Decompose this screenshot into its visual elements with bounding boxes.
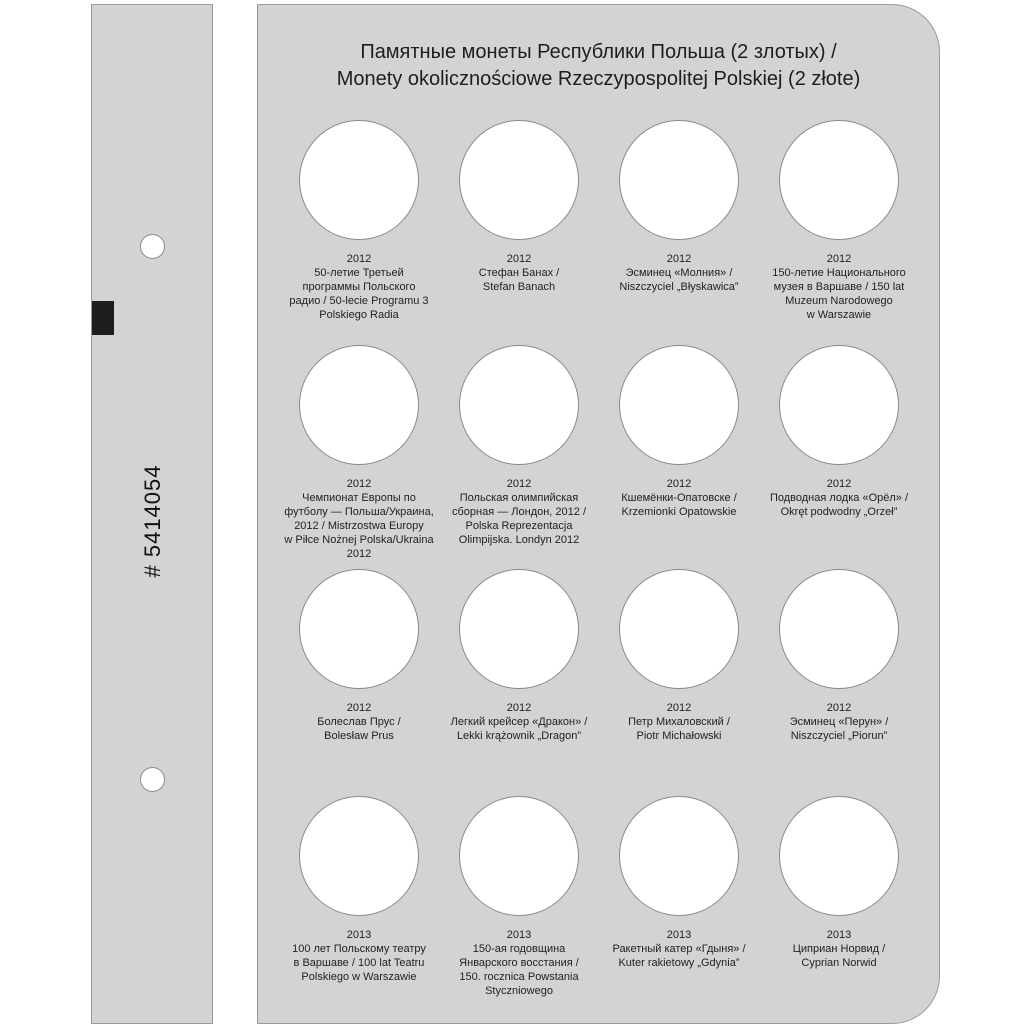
coin-caption-line: w Piłce Nożnej Polska/Ukraina	[284, 534, 434, 546]
coin-caption	[759, 701, 919, 743]
coin-year: 2012	[826, 253, 852, 265]
coin-caption-line: Niszczyciel „Piorun”	[790, 730, 888, 742]
coin-slot	[759, 120, 919, 322]
coin-caption-line: Polska Reprezentacja	[465, 520, 573, 532]
coin-year: 2012	[346, 253, 372, 265]
coin-cutout[interactable]	[779, 796, 899, 916]
coin-slot	[279, 345, 439, 561]
coin-caption	[759, 252, 919, 322]
coin-cutout[interactable]	[779, 345, 899, 465]
coin-slot	[279, 796, 439, 984]
punch-hole-bottom	[140, 767, 165, 792]
coin-year: 2013	[666, 929, 692, 941]
coin-year: 2012	[346, 478, 372, 490]
coin-cutout[interactable]	[459, 345, 579, 465]
coin-caption-line: в Варшаве / 100 lat Teatru	[293, 957, 425, 969]
coin-caption-line: 50-летие Третьей	[314, 267, 404, 279]
coin-slot	[599, 569, 759, 743]
title-polish: Monety okolicznościowe Rzeczypospolitej Polskiej (2 złote)	[336, 68, 861, 90]
coin-caption-line: 100 лет Польскому театру	[292, 943, 426, 955]
coin-slot	[439, 120, 599, 294]
coin-caption-line: 2012 / Mistrzostwa Europy	[294, 520, 424, 532]
coin-caption-line: Kuter rakietowy „Gdynia”	[618, 957, 740, 969]
coin-caption-line: 2012	[346, 548, 372, 560]
coin-caption-line: Styczniowego	[485, 985, 553, 997]
coin-caption-line: 150-летие Национального	[772, 267, 906, 279]
coin-caption	[439, 701, 599, 743]
coin-caption-line: Polskiego w Warszawie	[301, 971, 417, 983]
coin-caption-line: Стефан Банах /	[478, 267, 560, 279]
coin-caption-line: Lekki krążownik „Dragon”	[456, 730, 582, 742]
coin-caption-line: Cyprian Norwid	[801, 957, 877, 969]
coin-caption	[279, 928, 439, 984]
coin-caption-line: Polskiego Radia	[319, 309, 399, 321]
coin-year: 2012	[506, 253, 532, 265]
coin-caption	[759, 477, 919, 519]
coin-cutout[interactable]	[459, 569, 579, 689]
coin-year: 2013	[346, 929, 372, 941]
coin-year: 2013	[826, 929, 852, 941]
coin-slot	[599, 345, 759, 519]
coin-caption	[759, 928, 919, 970]
coin-caption-line: 150. rocznica Powstania	[459, 971, 579, 983]
coin-year: 2012	[826, 702, 852, 714]
coin-cutout[interactable]	[619, 796, 739, 916]
coin-caption-line: Okręt podwodny „Orzeł”	[780, 506, 898, 518]
coin-caption	[439, 928, 599, 998]
coin-caption-line: музея в Варшаве / 150 lat	[773, 281, 905, 293]
coin-year: 2012	[506, 702, 532, 714]
coin-caption-line: Подводная лодка «Орёл» /	[769, 492, 909, 504]
coin-caption-line: Болеслав Прус /	[317, 716, 401, 728]
coin-year: 2012	[666, 478, 692, 490]
coin-caption-line: Петр Михаловский /	[628, 716, 730, 728]
coin-caption	[279, 477, 439, 561]
coin-caption-line: программы Польского	[302, 281, 416, 293]
coin-caption-line: Эсминец «Перун» /	[789, 716, 889, 728]
article-number: # 5414054	[140, 464, 165, 578]
coin-year: 2012	[346, 702, 372, 714]
coin-caption-line: Krzemionki Opatowskie	[621, 506, 737, 518]
page-title	[258, 39, 939, 93]
coin-caption	[279, 252, 439, 322]
coin-slot	[759, 569, 919, 743]
coin-slot	[599, 120, 759, 294]
coin-slot	[439, 796, 599, 998]
coin-caption	[439, 477, 599, 547]
coin-cutout[interactable]	[619, 569, 739, 689]
coin-album-sheet	[257, 4, 940, 1024]
coin-caption	[439, 252, 599, 294]
coin-caption-line: Кшемёнки-Опатовске /	[621, 492, 737, 504]
coin-cutout[interactable]	[619, 120, 739, 240]
title-russian: Памятные монеты Республики Польша (2 злотых) /	[360, 41, 837, 63]
coin-cutout[interactable]	[459, 120, 579, 240]
coin-caption-line: Эсминец «Молния» /	[625, 267, 733, 279]
coin-caption-line: w Warszawie	[806, 309, 872, 321]
punch-hole-top	[140, 234, 165, 259]
coin-slot	[759, 345, 919, 519]
coin-cutout[interactable]	[299, 120, 419, 240]
binder-strip	[91, 4, 213, 1024]
coin-caption-line: Muzeum Narodowego	[785, 295, 893, 307]
coin-caption-line: Легкий крейсер «Дракон» /	[450, 716, 588, 728]
coin-slot	[759, 796, 919, 970]
coin-caption-line: радио / 50-lecie Programu 3	[289, 295, 429, 307]
coin-caption-line: 150-ая годовщина	[472, 943, 566, 955]
coin-cutout[interactable]	[299, 569, 419, 689]
coin-year: 2012	[666, 702, 692, 714]
coin-caption-line: Piotr Michałowski	[636, 730, 722, 742]
coin-caption-line: Olimpijska. Londyn 2012	[458, 534, 580, 546]
coin-caption-line: Польская олимпийская	[459, 492, 579, 504]
coin-caption	[279, 701, 439, 743]
coin-cutout[interactable]	[299, 796, 419, 916]
coin-caption	[599, 928, 759, 970]
coin-slot	[599, 796, 759, 970]
coin-cutout[interactable]	[619, 345, 739, 465]
coin-caption-line: Bolesław Prus	[324, 730, 394, 742]
coin-year: 2012	[506, 478, 532, 490]
coin-caption-line: Чемпионат Европы по	[302, 492, 416, 504]
coin-caption-line: Niszczyciel „Błyskawica”	[619, 281, 739, 293]
coin-slot	[439, 569, 599, 743]
coin-caption	[599, 477, 759, 519]
coin-year: 2012	[666, 253, 692, 265]
coin-year: 2013	[506, 929, 532, 941]
coin-cutout[interactable]	[779, 120, 899, 240]
coin-caption-line: сборная — Лондон, 2012 /	[451, 506, 586, 518]
coin-cutout[interactable]	[459, 796, 579, 916]
index-tab	[92, 301, 114, 335]
coin-slot	[279, 569, 439, 743]
coin-caption-line: футболу — Польша/Украина,	[284, 506, 434, 518]
coin-slot	[439, 345, 599, 547]
coin-caption-line: Ракетный катер «Гдыня» /	[612, 943, 746, 955]
coin-caption-line: Циприан Норвид /	[792, 943, 886, 955]
coin-cutout[interactable]	[779, 569, 899, 689]
coin-slot	[279, 120, 439, 322]
coin-caption-line: Stefan Banach	[482, 281, 556, 293]
coin-year: 2012	[826, 478, 852, 490]
coin-caption	[599, 252, 759, 294]
coin-caption-line: Январского восстания /	[459, 957, 579, 969]
coin-caption	[599, 701, 759, 743]
coin-cutout[interactable]	[299, 345, 419, 465]
